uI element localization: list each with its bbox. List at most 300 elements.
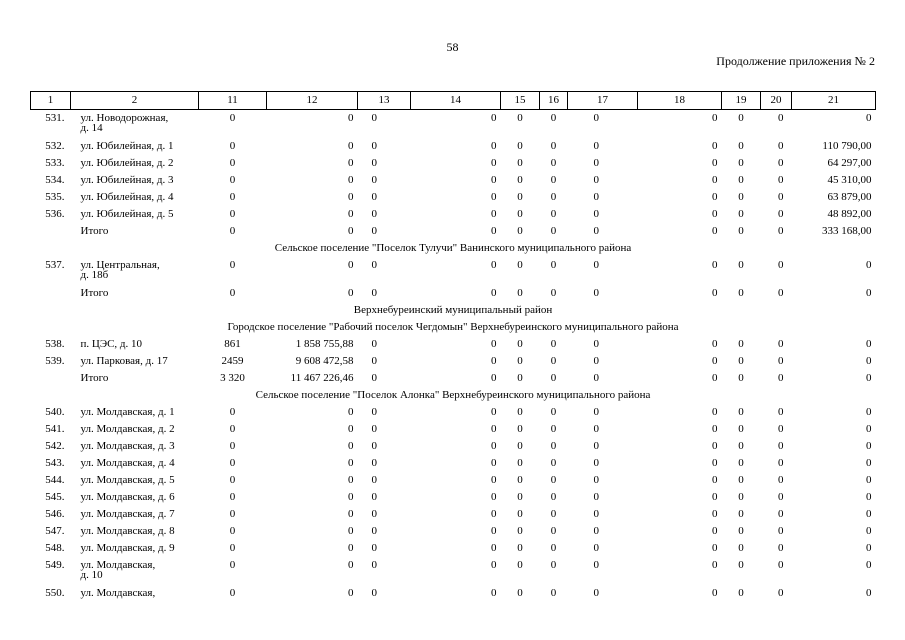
value-cell-col-12: 9 608 472,58 <box>295 355 354 367</box>
value-cell-col-16: 0 <box>550 140 557 152</box>
table-row <box>31 472 876 489</box>
value-cell-col-21: 64 297,00 <box>827 157 872 169</box>
value-cell-col-14: 0 <box>491 423 497 435</box>
value-cell-col-13: 0 <box>371 474 377 486</box>
address-line: ул. Молдавская, <box>80 587 156 599</box>
value-cell-col-14: 0 <box>491 338 497 350</box>
value-cell-col-20: 0 <box>778 457 784 469</box>
value-cell-col-19: 0 <box>738 157 744 169</box>
value-cell-col-14: 0 <box>491 208 497 220</box>
address-line: д. 18б <box>80 269 109 281</box>
row-number: 541. <box>45 423 65 435</box>
value-cell-col-13: 0 <box>371 587 377 599</box>
header-cell: 19 <box>722 92 761 110</box>
value-cell-col-17: 0 <box>593 491 599 503</box>
value-cell-col-20: 0 <box>778 372 784 384</box>
value-cell-col-14: 0 <box>491 457 497 469</box>
address-line: ул. Молдавская, д. 9 <box>80 542 175 554</box>
value-cell-col-16: 0 <box>550 491 557 503</box>
value-cell-col-19: 0 <box>738 372 744 384</box>
address-line: ул. Молдавская, д. 2 <box>80 423 175 435</box>
value-cell-col-17: 0 <box>593 423 599 435</box>
value-cell-col-17: 0 <box>593 457 599 469</box>
value-cell-col-13: 0 <box>371 559 377 571</box>
value-cell-col-15: 0 <box>517 287 523 299</box>
address-cell <box>71 404 199 421</box>
value-cell-col-11: 0 <box>229 406 236 418</box>
address-cell <box>71 540 199 557</box>
value-cell-col-12: 0 <box>348 287 354 299</box>
value-cell-col-11: 0 <box>229 508 236 520</box>
table-row <box>31 557 876 585</box>
value-cell-col-20: 0 <box>778 174 784 186</box>
value-cell-col-19: 0 <box>738 559 744 571</box>
value-cell-col-18: 0 <box>712 525 718 537</box>
value-cell-col-18: 0 <box>712 474 718 486</box>
table-row <box>31 585 876 602</box>
value-cell-col-18: 0 <box>712 355 718 367</box>
address-line: ул. Юбилейная, д. 3 <box>80 174 174 186</box>
section-heading: Сельское поселение "Поселок Тулучи" Ванинского муниципального района <box>274 242 632 254</box>
value-cell-col-21: 0 <box>866 491 872 503</box>
address-line: ул. Молдавская, д. 4 <box>80 457 175 469</box>
value-cell-col-12: 11 467 226,46 <box>290 372 354 384</box>
value-cell-col-17: 0 <box>593 157 599 169</box>
header-cell: 16 <box>540 92 568 110</box>
value-cell-col-20: 0 <box>778 587 784 599</box>
value-cell-col-21: 0 <box>866 587 872 599</box>
value-cell-col-18: 0 <box>712 191 718 203</box>
value-cell-col-11: 0 <box>229 112 236 124</box>
value-cell-col-19: 0 <box>738 491 744 503</box>
value-cell-col-18: 0 <box>712 372 718 384</box>
value-cell-col-18: 0 <box>712 440 718 452</box>
value-cell-col-20: 0 <box>778 225 784 237</box>
row-number: 533. <box>45 157 65 169</box>
address-line: ул. Новодорожная, <box>80 112 169 124</box>
row-number: 547. <box>45 525 65 537</box>
value-cell-col-16: 0 <box>550 259 557 271</box>
value-cell-col-11: 0 <box>229 423 236 435</box>
value-cell-col-15: 0 <box>517 338 523 350</box>
value-cell-col-12: 0 <box>348 259 354 271</box>
value-cell-col-20: 0 <box>778 406 784 418</box>
row-number: 537. <box>45 259 65 271</box>
value-cell-col-19: 0 <box>738 112 744 124</box>
value-cell-col-12: 0 <box>348 474 354 486</box>
value-cell-col-17: 0 <box>593 338 599 350</box>
row-number: 531. <box>45 112 65 124</box>
value-cell-col-21: 0 <box>866 508 872 520</box>
value-cell-col-14: 0 <box>491 542 497 554</box>
value-cell-col-12: 0 <box>348 559 354 571</box>
value-cell-col-20: 0 <box>778 542 784 554</box>
row-number: 539. <box>45 355 65 367</box>
value-cell-col-20: 0 <box>778 259 784 271</box>
value-cell-col-13: 0 <box>371 208 377 220</box>
value-cell-col-16: 0 <box>550 157 557 169</box>
value-cell-col-20: 0 <box>778 112 784 124</box>
table-row <box>31 353 876 370</box>
value-cell-col-14: 0 <box>491 355 497 367</box>
value-cell-col-21: 63 879,00 <box>827 191 872 203</box>
value-cell-col-16: 0 <box>550 406 557 418</box>
address-cell <box>71 285 199 302</box>
address-cell <box>71 523 199 540</box>
value-cell-col-17: 0 <box>593 372 599 384</box>
value-cell-col-12: 0 <box>348 542 354 554</box>
value-cell-col-14: 0 <box>491 525 497 537</box>
value-cell-col-19: 0 <box>738 225 744 237</box>
address-cell <box>71 336 199 353</box>
value-cell-col-21: 110 790,00 <box>822 140 872 152</box>
value-cell-col-13: 0 <box>371 491 377 503</box>
row-number: 548. <box>45 542 65 554</box>
value-cell-col-21: 0 <box>866 372 872 384</box>
value-cell-col-18: 0 <box>712 157 718 169</box>
value-cell-col-13: 0 <box>371 191 377 203</box>
value-cell-col-18: 0 <box>712 508 718 520</box>
value-cell-col-12: 0 <box>348 457 354 469</box>
value-cell-col-11: 0 <box>229 140 236 152</box>
section-heading-row <box>31 240 876 257</box>
value-cell-col-13: 0 <box>371 372 377 384</box>
table-row <box>31 455 876 472</box>
value-cell-col-16: 0 <box>550 474 557 486</box>
value-cell-col-15: 0 <box>517 406 523 418</box>
value-cell-col-16: 0 <box>550 287 557 299</box>
value-cell-col-13: 0 <box>371 423 377 435</box>
header-cell: 14 <box>411 92 501 110</box>
value-cell-col-16: 0 <box>550 559 557 571</box>
value-cell-col-12: 0 <box>348 440 354 452</box>
value-cell-col-14: 0 <box>491 474 497 486</box>
table-row <box>31 189 876 206</box>
value-cell-col-19: 0 <box>738 587 744 599</box>
value-cell-col-13: 0 <box>371 542 377 554</box>
header-cell: 1 <box>31 92 71 110</box>
value-cell-col-20: 0 <box>778 525 784 537</box>
row-number: 535. <box>45 191 65 203</box>
value-cell-col-11: 0 <box>229 542 236 554</box>
value-cell-col-13: 0 <box>371 259 377 271</box>
value-cell-col-16: 0 <box>550 587 557 599</box>
table-row <box>31 155 876 172</box>
address-cell <box>71 110 199 139</box>
address-cell <box>71 455 199 472</box>
value-cell-col-17: 0 <box>593 140 599 152</box>
row-number <box>31 370 71 387</box>
value-cell-col-16: 0 <box>550 372 557 384</box>
value-cell-col-19: 0 <box>738 208 744 220</box>
header-cell: 11 <box>199 92 267 110</box>
value-cell-col-17: 0 <box>593 559 599 571</box>
value-cell-col-20: 0 <box>778 440 784 452</box>
address-cell <box>71 189 199 206</box>
value-cell-col-19: 0 <box>738 140 744 152</box>
value-cell-col-20: 0 <box>778 338 784 350</box>
value-cell-col-16: 0 <box>550 525 557 537</box>
value-cell-col-11: 0 <box>229 208 236 220</box>
value-cell-col-15: 0 <box>517 355 523 367</box>
header-cell: 12 <box>267 92 358 110</box>
value-cell-col-20: 0 <box>778 491 784 503</box>
value-cell-col-15: 0 <box>517 191 523 203</box>
value-cell-col-15: 0 <box>517 542 523 554</box>
row-number: 543. <box>45 457 65 469</box>
value-cell-col-14: 0 <box>491 440 497 452</box>
address-line: ул. Молдавская, д. 7 <box>80 508 175 520</box>
value-cell-col-11: 0 <box>229 525 236 537</box>
section-heading-row <box>31 302 876 319</box>
table-row <box>31 223 876 240</box>
value-cell-col-17: 0 <box>593 225 599 237</box>
value-cell-col-15: 0 <box>517 508 523 520</box>
value-cell-col-15: 0 <box>517 587 523 599</box>
value-cell-col-13: 0 <box>371 225 377 237</box>
value-cell-col-18: 0 <box>712 225 718 237</box>
address-cell <box>71 438 199 455</box>
table-row <box>31 523 876 540</box>
value-cell-col-17: 0 <box>593 406 599 418</box>
value-cell-col-16: 0 <box>550 225 557 237</box>
value-cell-col-19: 0 <box>738 259 744 271</box>
value-cell-col-17: 0 <box>593 112 599 124</box>
value-cell-col-13: 0 <box>371 508 377 520</box>
value-cell-col-14: 0 <box>491 225 497 237</box>
address-line: ул. Юбилейная, д. 1 <box>80 140 174 152</box>
value-cell-col-13: 0 <box>371 457 377 469</box>
value-cell-col-21: 0 <box>866 423 872 435</box>
value-cell-col-15: 0 <box>517 259 523 271</box>
value-cell-col-14: 0 <box>491 174 497 186</box>
value-cell-col-20: 0 <box>778 508 784 520</box>
value-cell-col-12: 0 <box>348 208 354 220</box>
address-cell <box>71 353 199 370</box>
value-cell-col-17: 0 <box>593 287 599 299</box>
value-cell-col-16: 0 <box>550 440 557 452</box>
value-cell-col-16: 0 <box>550 542 557 554</box>
value-cell-col-19: 0 <box>738 174 744 186</box>
address-line: ул. Молдавская, д. 1 <box>80 406 175 418</box>
value-cell-col-20: 0 <box>778 191 784 203</box>
value-cell-col-17: 0 <box>593 508 599 520</box>
value-cell-col-16: 0 <box>550 355 557 367</box>
row-number: 542. <box>45 440 65 452</box>
value-cell-col-17: 0 <box>593 474 599 486</box>
value-cell-col-14: 0 <box>491 406 497 418</box>
value-cell-col-21: 0 <box>866 525 872 537</box>
value-cell-col-19: 0 <box>738 423 744 435</box>
value-cell-col-12: 0 <box>348 140 354 152</box>
header-row <box>31 92 876 110</box>
value-cell-col-12: 0 <box>348 225 354 237</box>
value-cell-col-20: 0 <box>778 355 784 367</box>
row-number: 544. <box>45 474 65 486</box>
value-cell-col-17: 0 <box>593 191 599 203</box>
address-line: ул. Юбилейная, д. 2 <box>80 157 174 169</box>
address-line: Итого <box>80 372 109 384</box>
value-cell-col-14: 0 <box>491 559 497 571</box>
value-cell-col-15: 0 <box>517 525 523 537</box>
value-cell-col-17: 0 <box>593 525 599 537</box>
value-cell-col-18: 0 <box>712 140 718 152</box>
value-cell-col-16: 0 <box>550 508 557 520</box>
row-number: 545. <box>45 491 65 503</box>
address-cell <box>71 155 199 172</box>
table-row <box>31 489 876 506</box>
section-heading-row <box>31 319 876 336</box>
value-cell-col-21: 0 <box>866 474 872 486</box>
table-row <box>31 421 876 438</box>
value-cell-col-19: 0 <box>738 406 744 418</box>
value-cell-col-15: 0 <box>517 457 523 469</box>
row-number: 549. <box>45 559 65 571</box>
value-cell-col-18: 0 <box>712 112 718 124</box>
value-cell-col-20: 0 <box>778 474 784 486</box>
value-cell-col-20: 0 <box>778 140 784 152</box>
value-cell-col-17: 0 <box>593 174 599 186</box>
value-cell-col-13: 0 <box>371 140 377 152</box>
value-cell-col-13: 0 <box>371 174 377 186</box>
value-cell-col-14: 0 <box>491 372 497 384</box>
value-cell-col-14: 0 <box>491 157 497 169</box>
value-cell-col-13: 0 <box>371 287 377 299</box>
address-cell <box>71 223 199 240</box>
value-cell-col-13: 0 <box>371 157 377 169</box>
value-cell-col-16: 0 <box>550 174 557 186</box>
value-cell-col-19: 0 <box>738 542 744 554</box>
value-cell-col-18: 0 <box>712 587 718 599</box>
table-row <box>31 370 876 387</box>
address-line: д. 14 <box>80 122 103 134</box>
value-cell-col-18: 0 <box>712 208 718 220</box>
value-cell-col-12: 0 <box>348 491 354 503</box>
value-cell-col-21: 0 <box>866 112 872 124</box>
address-line: ул. Парковая, д. 17 <box>80 355 168 367</box>
address-cell <box>71 421 199 438</box>
value-cell-col-19: 0 <box>738 508 744 520</box>
address-cell <box>71 489 199 506</box>
value-cell-col-13: 0 <box>371 406 377 418</box>
value-cell-col-14: 0 <box>491 287 497 299</box>
address-line: ул. Молдавская, д. 5 <box>80 474 175 486</box>
value-cell-col-16: 0 <box>550 191 557 203</box>
value-cell-col-16: 0 <box>550 208 557 220</box>
value-cell-col-11: 861 <box>224 338 241 350</box>
table-row <box>31 438 876 455</box>
value-cell-col-20: 0 <box>778 287 784 299</box>
value-cell-col-14: 0 <box>491 112 497 124</box>
address-cell <box>71 206 199 223</box>
value-cell-col-18: 0 <box>712 457 718 469</box>
row-number: 550. <box>45 587 65 599</box>
value-cell-col-11: 3 320 <box>220 372 245 384</box>
address-line: Итого <box>80 225 109 237</box>
value-cell-col-19: 0 <box>738 474 744 486</box>
value-cell-col-14: 0 <box>491 140 497 152</box>
value-cell-col-21: 0 <box>866 406 872 418</box>
value-cell-col-15: 0 <box>517 174 523 186</box>
value-cell-col-16: 0 <box>550 338 557 350</box>
section-heading: Городское поселение "Рабочий поселок Чегдомын" Верхнебуреинского муниципального района <box>227 321 679 333</box>
value-cell-col-18: 0 <box>712 287 718 299</box>
value-cell-col-19: 0 <box>738 191 744 203</box>
value-cell-col-11: 0 <box>229 457 236 469</box>
value-cell-col-18: 0 <box>712 338 718 350</box>
header-cell: 13 <box>358 92 411 110</box>
table-row <box>31 257 876 285</box>
table-row <box>31 336 876 353</box>
address-cell <box>71 557 199 585</box>
row-number <box>31 285 71 302</box>
header-cell: 20 <box>761 92 792 110</box>
value-cell-col-18: 0 <box>712 542 718 554</box>
row-number: 538. <box>45 338 65 350</box>
address-cell <box>71 506 199 523</box>
continuation-label: Продолжение приложения № 2 <box>716 54 875 68</box>
table-row <box>31 206 876 223</box>
address-cell <box>71 472 199 489</box>
value-cell-col-11: 0 <box>229 587 236 599</box>
value-cell-col-14: 0 <box>491 491 497 503</box>
value-cell-col-18: 0 <box>712 559 718 571</box>
value-cell-col-18: 0 <box>712 423 718 435</box>
value-cell-col-12: 0 <box>348 174 354 186</box>
address-line: ул. Юбилейная, д. 4 <box>80 191 174 203</box>
section-heading-row <box>31 387 876 404</box>
header-cell: 21 <box>792 92 876 110</box>
value-cell-col-21: 48 892,00 <box>827 208 872 220</box>
value-cell-col-21: 0 <box>866 355 872 367</box>
row-number: 534. <box>45 174 65 186</box>
value-cell-col-19: 0 <box>738 287 744 299</box>
value-cell-col-13: 0 <box>371 112 377 124</box>
value-cell-col-11: 0 <box>229 191 236 203</box>
value-cell-col-14: 0 <box>491 191 497 203</box>
row-number: 532. <box>45 140 65 152</box>
address-cell <box>71 172 199 189</box>
value-cell-col-12: 0 <box>348 191 354 203</box>
header-cell: 18 <box>638 92 722 110</box>
value-cell-col-17: 0 <box>593 587 599 599</box>
table-row <box>31 138 876 155</box>
row-number <box>31 223 71 240</box>
value-cell-col-20: 0 <box>778 157 784 169</box>
table-row <box>31 110 876 139</box>
value-cell-col-19: 0 <box>738 338 744 350</box>
address-line: ул. Молдавская, <box>80 559 156 571</box>
value-cell-col-11: 0 <box>229 440 236 452</box>
value-cell-col-16: 0 <box>550 423 557 435</box>
value-cell-col-21: 0 <box>866 559 872 571</box>
data-table <box>30 91 876 602</box>
row-number: 546. <box>45 508 65 520</box>
value-cell-col-15: 0 <box>517 440 523 452</box>
value-cell-col-15: 0 <box>517 225 523 237</box>
value-cell-col-20: 0 <box>778 423 784 435</box>
value-cell-col-18: 0 <box>712 406 718 418</box>
value-cell-col-15: 0 <box>517 140 523 152</box>
row-number: 540. <box>45 406 65 418</box>
address-line: ул. Молдавская, д. 8 <box>80 525 175 537</box>
value-cell-col-12: 0 <box>348 112 354 124</box>
value-cell-col-19: 0 <box>738 525 744 537</box>
value-cell-col-15: 0 <box>517 559 523 571</box>
page-number: 58 <box>446 40 459 54</box>
value-cell-col-11: 0 <box>229 225 236 237</box>
value-cell-col-13: 0 <box>371 338 377 350</box>
